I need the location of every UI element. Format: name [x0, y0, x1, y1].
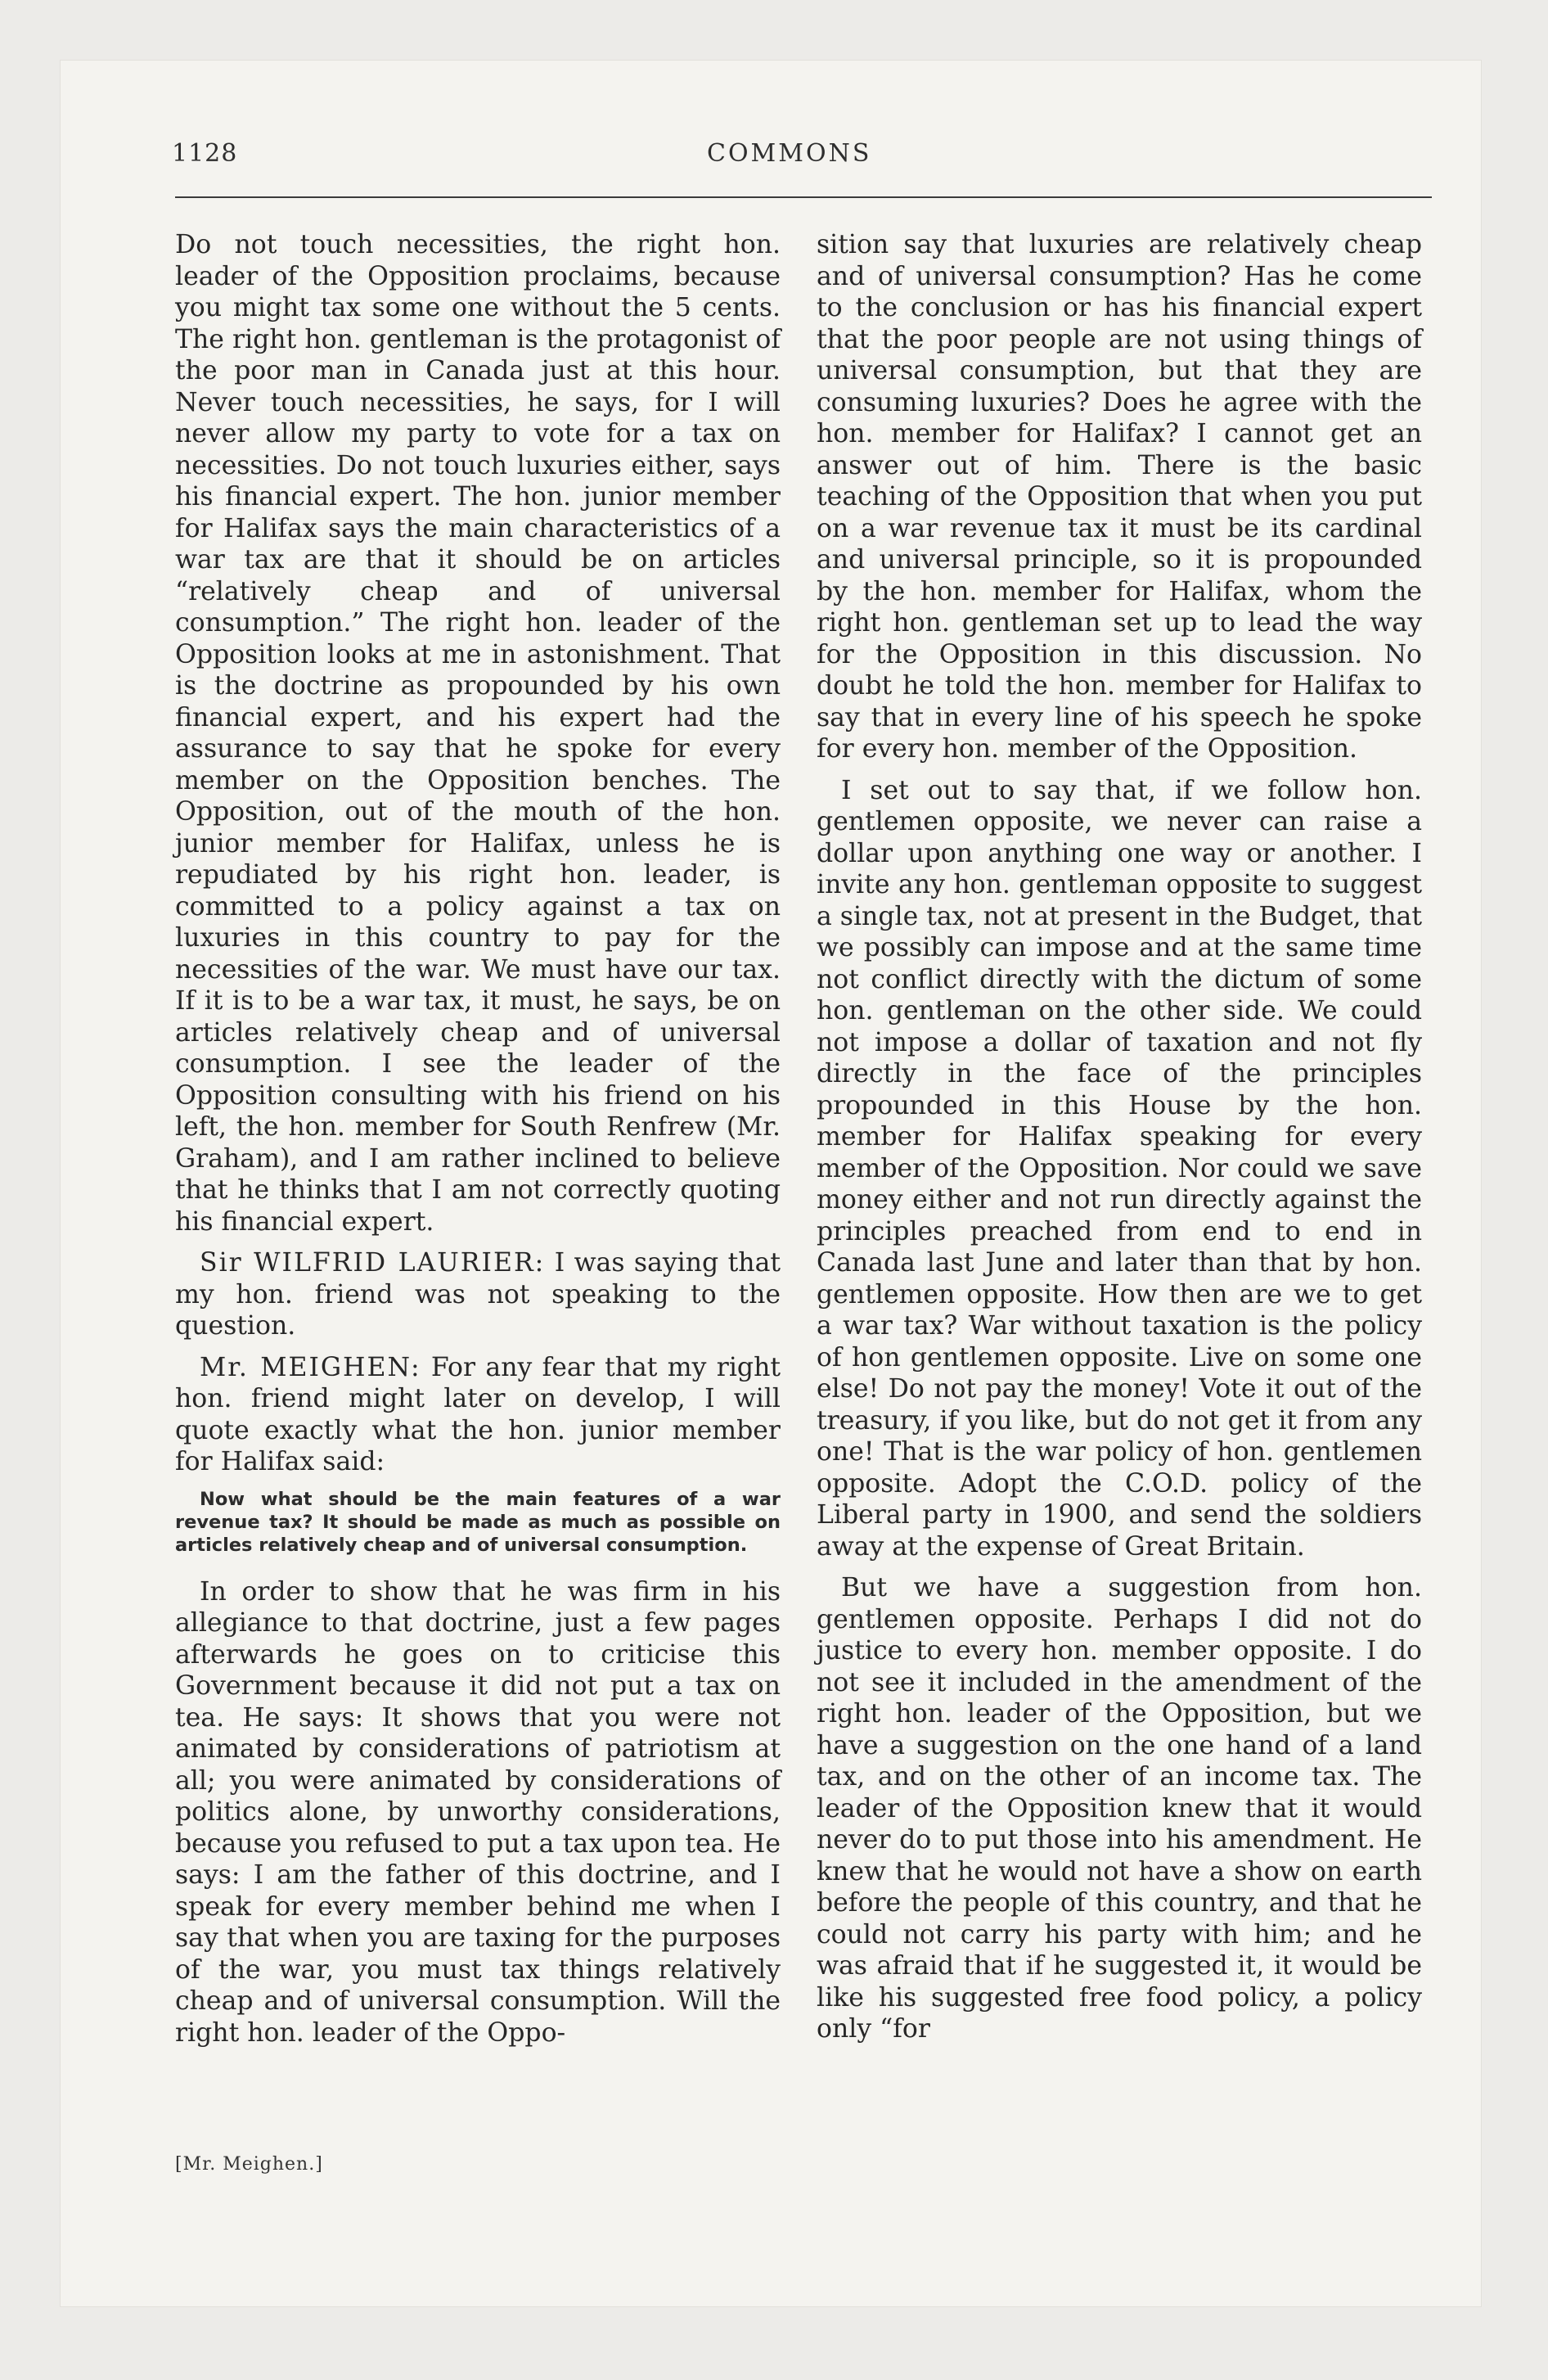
left-paragraph-2: In order to show that he was firm in his allegiance to that doctrine, just a few pages afterwards he goes on to criticise this Government because it did not put a tax on tea. He says: It shows that you were not animated by considerations of patriotism at all; you were animated by considerations of politics alone, by unworthy considerations, because you refused to put a tax upon tea. He says: I am the father of this doctrine, and I speak for every member behind me when I say that when you are taxing for the purposes of the war, you must tax things relatively cheap and of universal consumption. Will the right hon. leader of the Oppo- [175, 1576, 781, 2048]
left-column [175, 229, 781, 2058]
speaker-footnote: [Mr. Meighen.] [175, 2154, 323, 2175]
quoted-passage: Now what should be the main features of a war revenue tax? It should be made as much as possible on articles relatively cheap and of universal consumption. [175, 1488, 781, 1556]
right-column [817, 229, 1422, 2055]
meighen-remark-text: For any fear that my right hon. friend might later on develop, I will quote exactly what the hon. junior member for Halifax said: [175, 1352, 781, 1476]
running-head [172, 139, 1375, 180]
page-number: 1128 [172, 139, 238, 168]
laurier-remark [175, 1247, 781, 1342]
right-paragraph-2: I set out to say that, if we follow hon. gentlemen opposite, we never can raise a dollar upon anything one way or another. I invite any hon. gentleman opposite to suggest a single tax, not at present in the Budget, that we possibly can impose and at the same time not conflict directly with the dictum of some hon. gentleman on the other side. We could not impose a dollar of taxation and not fly directly in the face of the principles propounded in this House by the hon. member for Halifax speaking for every member of the Opposition. Nor could we save money either and not run directly against the principles preached from end to end in Canada last June and later than that by hon. gentlemen opposite. How then are we to get a war tax? War without taxation is the policy of hon gentlemen opposite. Live on some one else! Do not pay the money! Vote it out of the treasury, if you like, but do not get it from any one! That is the war policy of hon. gentlemen opposite. Adopt the C.O.D. policy of the Liberal party in 1900, and send the soldiers away at the expense of Great Britain. [817, 775, 1422, 1562]
speaker-meighen: Mr. MEIGHEN: [200, 1352, 421, 1382]
speaker-laurier: Sir WILFRID LAURIER: [200, 1248, 546, 1278]
meighen-remark [175, 1352, 781, 1478]
header-rule [175, 196, 1432, 198]
right-paragraph-1: sition say that luxuries are relatively cheap and of universal consumption? Has he come to the conclusion or has his financial expert that the poor people are not using things of universal consumption, but that they are consuming luxuries? Does he agree with the hon. member for Halifax? I cannot get an answer out of him. There is the basic teaching of the Opposition that when you put on a war revenue tax it must be its cardinal and universal principle, so it is propounded by the hon. member for Halifax, whom the right hon. gentleman set up to lead the way for the Opposition in this discussion. No doubt he told the hon. member for Halifax to say that in every line of his speech he spoke for every hon. member of the Opposition. [817, 230, 1422, 764]
running-title: COMMONS [707, 139, 872, 168]
laurier-remark-text: I was saying that my hon. friend was not speaking to the question. [175, 1248, 781, 1341]
left-paragraph-1: Do not touch necessities, the right hon. leader of the Opposition proclaims, because you might tax some one without the 5 cents. The right hon. gentleman is the protagonist of the poor man in Canada just at this hour. Never touch necessities, he says, for I will never allow my party to vote for a tax on necessities. Do not touch luxuries either, says his financial expert. The hon. junior member for Halifax says the main characteristics of a war tax are that it should be on articles “relatively cheap and of universal consumption.” The right hon. leader of the Opposition looks at me in astonishment. That is the doctrine as propounded by his own financial expert, and his expert had the assurance to say that he spoke for every member on the Opposition benches. The Opposition, out of the mouth of the hon. junior member for Halifax, unless he is repudiated by his right hon. leader, is committed to a policy against a tax on luxuries in this country to pay for the necessities of the war. We must have our tax. If it is to be a war tax, it must, he says, be on articles relatively cheap and of universal consumption. I see the leader of the Opposition consulting with his friend on his left, the hon. member for South Renfrew (Mr. Graham), and I am rather inclined to believe that he thinks that I am not correctly quoting his financial expert. [175, 230, 781, 1237]
right-paragraph-3: But we have a suggestion from hon. gentlemen opposite. Perhaps I did not do justice to every hon. member opposite. I do not see it included in the amendment of the right hon. leader of the Opposition, but we have a suggestion on the one hand of a land tax, and on the other of an income tax. The leader of the Opposition knew that it would never do to put those into his amendment. He knew that he would not have a show on earth before the people of this country, and that he could not carry his party with him; and he was afraid that if he suggested it, it would be like his suggested free food policy, a policy only “for [817, 1573, 1422, 2044]
